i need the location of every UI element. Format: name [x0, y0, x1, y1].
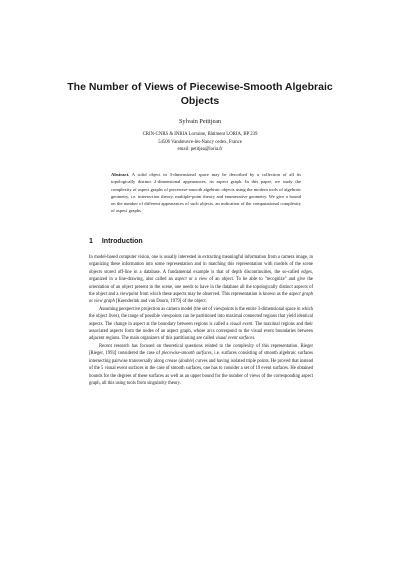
affiliation-block — [60, 131, 340, 154]
term-aspect: aspect — [174, 277, 187, 283]
term-visual-event: visual event — [229, 321, 253, 327]
term-double: double — [180, 358, 193, 364]
term-view: view — [198, 277, 208, 283]
affiliation-line-2: 54506 Vandœuvre-lès-Nancy cedex, France — [158, 139, 242, 145]
section-number: 1 — [89, 238, 93, 245]
term-edges: edges — [301, 269, 312, 275]
paragraph-2: Assuming perspective projection as camera model (the set of viewpoints is the entire 3-dimensional space in which the object lives), the range of possible viewpoints can be partitioned into maximal connected regions that yield identical aspects. The change in aspect at the boundary between regions is called a visual event. The maximal regions and their associated aspects form the nodes of an aspect graph, whose arcs correspond to the visual event boundaries between adjacent regions. The main organizers of this partitioning are called visual event surfaces. — [89, 306, 313, 342]
term-crease: crease — [165, 358, 178, 364]
paragraph-3: Recent research has focused on theoretical questions related to the complexity of this representation. Rieger [Rieger, 1993] considered the case of piecewise-smooth surfaces, i.e. surfaces consisting of smooth algebraic surfaces intersecting pairwise transversally along crease (double) curves and having isolated triple points. He proved that instead of the 5 visual event surfaces in the case of smooth surfaces, one has to consider a set of 19 event surfaces. He obtained bounds for the degrees of these surfaces as well as an upper bound for the number of views of the corresponding aspect graph, all this using tools from singularity theory. — [89, 343, 313, 386]
section-title: Introduction — [101, 238, 143, 245]
author-email: email: petitjea@loria.fr — [177, 147, 223, 153]
abstract-label: Abstract. — [111, 172, 130, 177]
term-piecewise-smooth: piecewise-smooth surfaces — [161, 351, 212, 357]
term-aspect-graph: aspect graph — [288, 292, 313, 298]
section-heading — [89, 238, 143, 245]
term-visual-event-surfaces: visual event surfaces — [215, 336, 255, 342]
paragraph-1: In model-based computer vision, one is usually interested in extracting meaningful information from a camera image, in organizing these information into some representation and in matching this representation with models of the scene objects stored off-line in a database. A fundamental example is that of depth discontinuities, the so-called edges, organized in a line-drawing, also called an aspect or a view of an object. To be able to "recognize" and give the orientation of an object present in the scene, one needs to have in the database all the topologically distinct aspects of the object and a viewpoint from which these aspects may be observed. This representation is known as the aspect graph or view graph [Koenderink and van Doorn, 1979] of the object. — [89, 255, 313, 305]
abstract-text: A solid object in 3-dimensional space may be described by a collection of all its topologically distinct 2-dimensional appearances, its aspect graph. In this paper, we study the complexity of aspect graphs of piecewise-smooth algebraic objects using the modern tools of algebraic geometry, i.e. intersection theory, multiple-point theory and enumerative geometry. We give a bound on the number of different appearances of such objects, an indication of the computational complexity of aspect graphs. — [111, 172, 301, 214]
paper-title: The Number of Views of Piecewise-Smooth Algebraic Objects — [67, 81, 333, 107]
term-view-graph: view graph — [94, 299, 115, 305]
section-body — [89, 254, 313, 387]
abstract — [111, 171, 301, 215]
author-name: Sylvain Petitjean — [178, 118, 222, 125]
affiliation-line-1: CRIN-CNRS & INRIA Lorraine, Bâtiment LORIA, BP 239 — [142, 132, 258, 137]
